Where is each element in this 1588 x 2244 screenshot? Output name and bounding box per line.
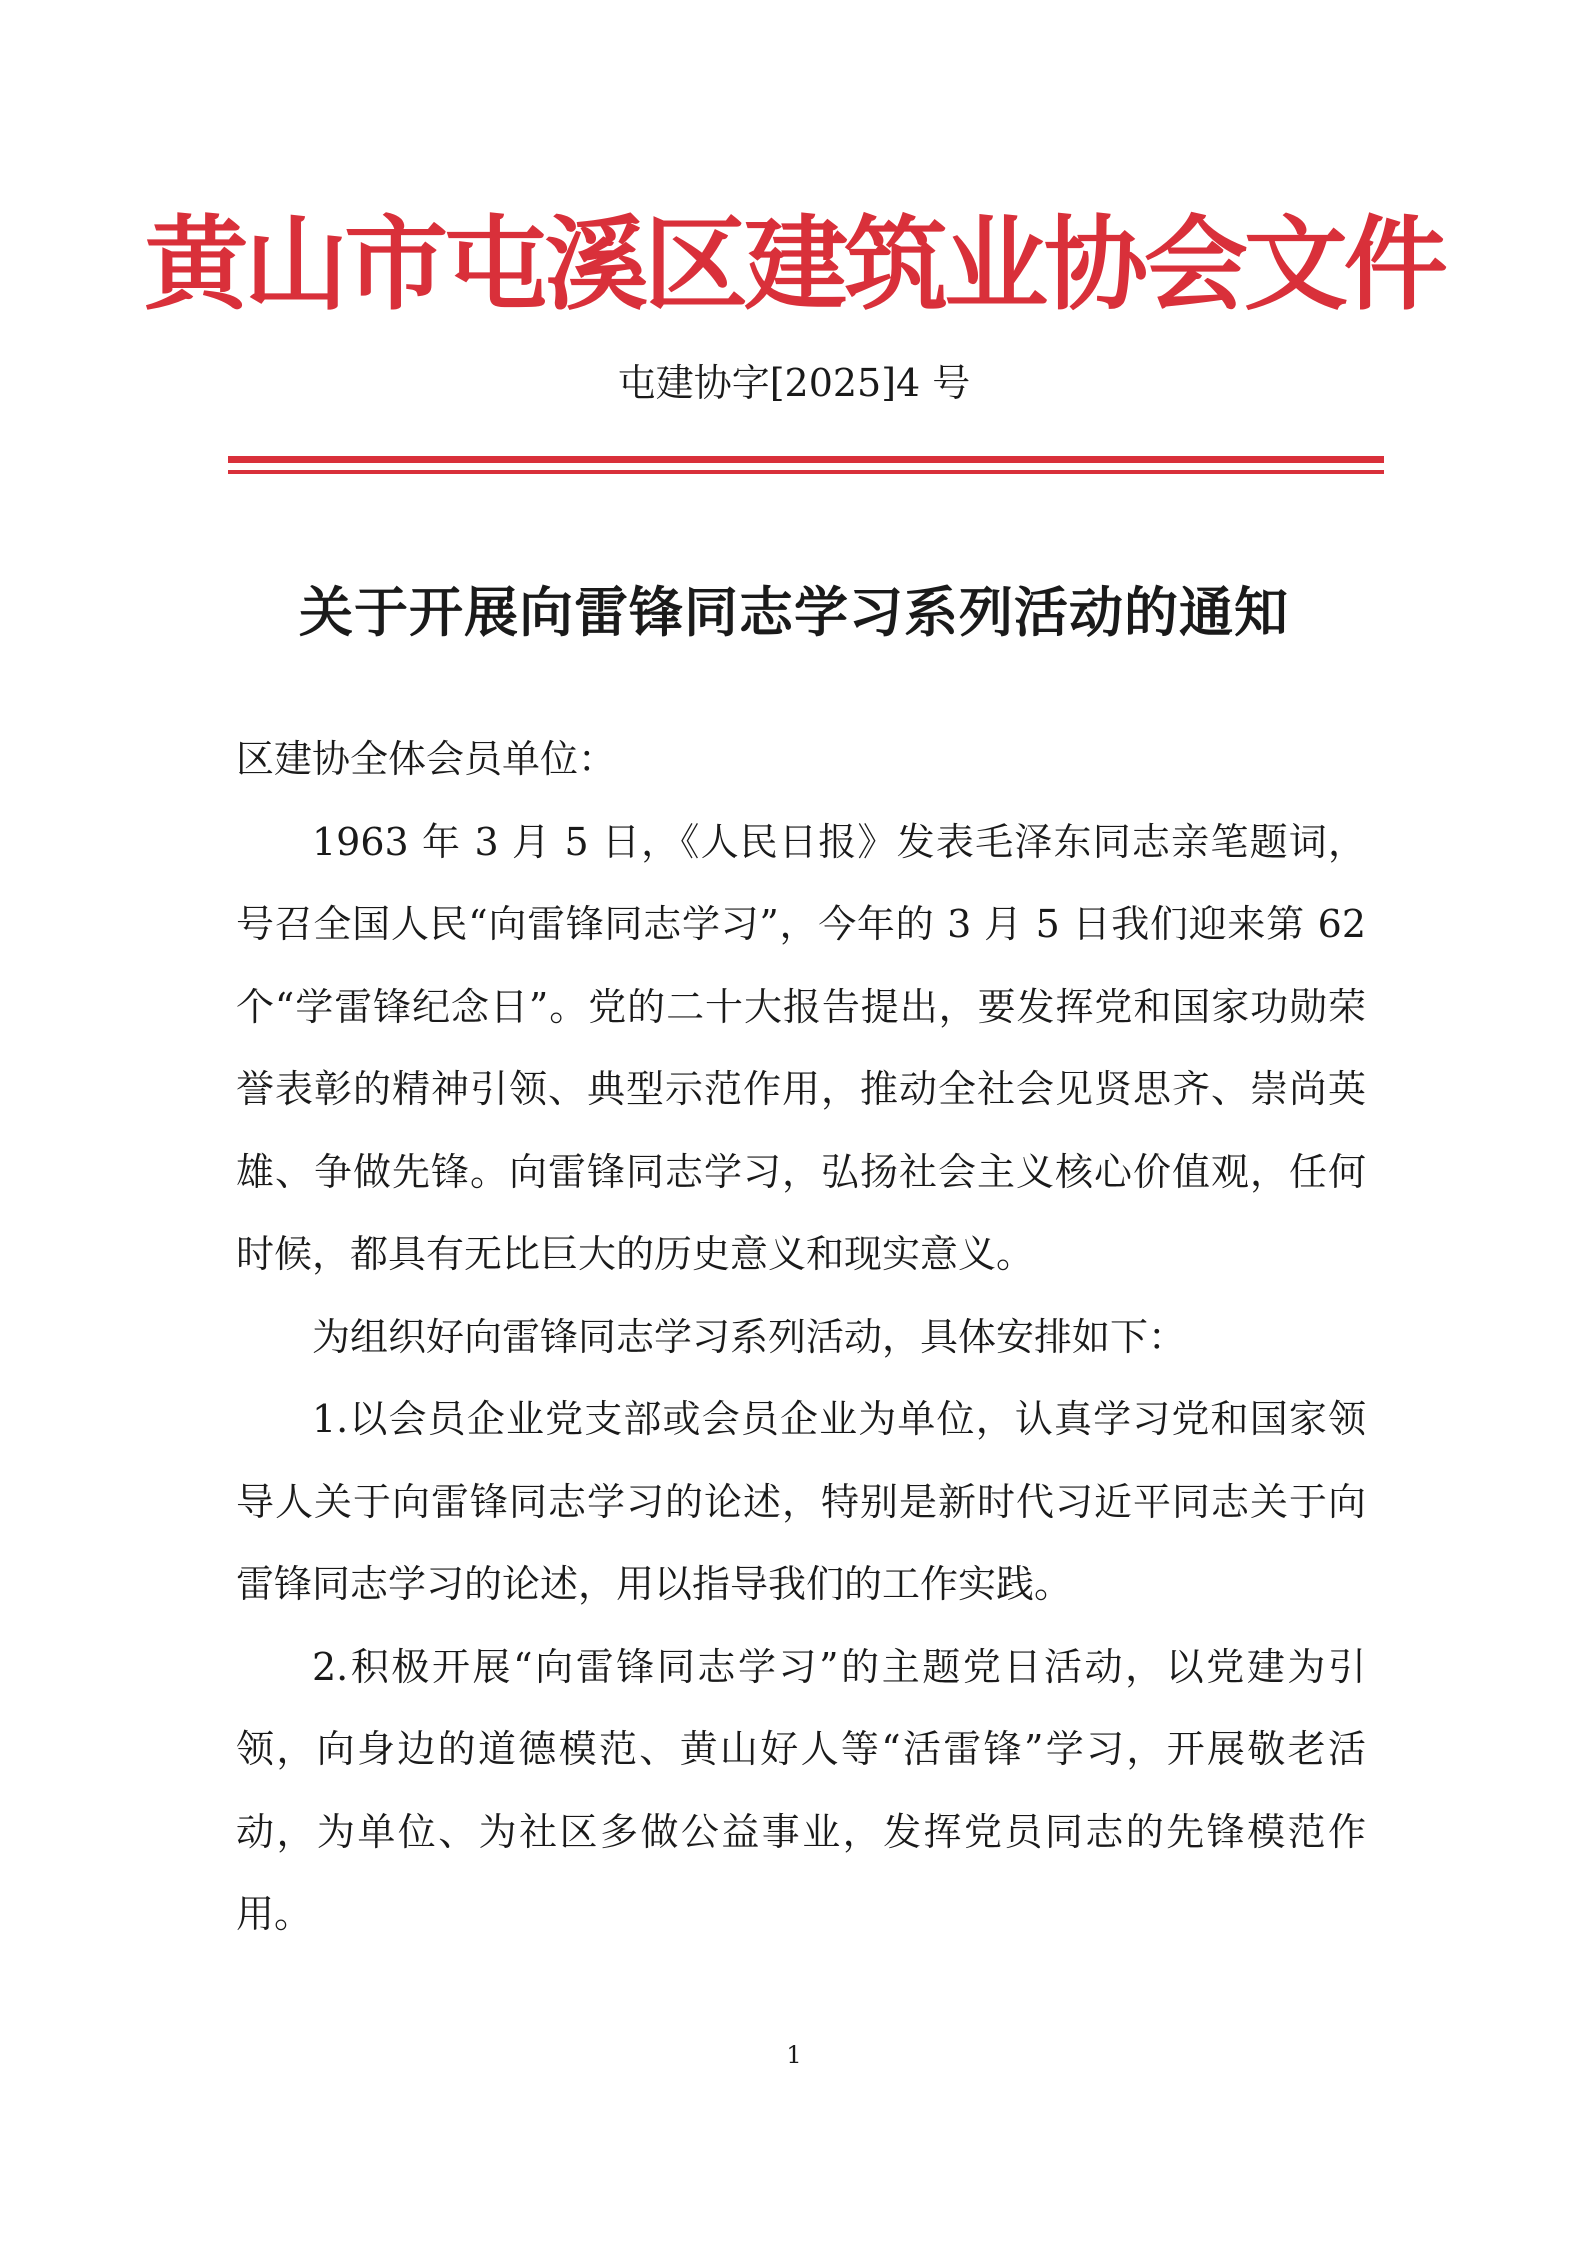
red-separator-thick <box>228 456 1384 463</box>
red-separator-thin <box>228 470 1384 474</box>
salutation: 区建协全体会员单位： <box>236 737 617 781</box>
paragraph: 1.以会员企业党支部或会员企业为单位，认真学习党和国家领导人关于向雷锋同志学习的论述，特别是新时代习近平同志关于向雷锋同志学习的论述，用以指导我们的工作实践。 <box>236 1397 1366 1606</box>
page-number: 1 <box>786 2041 802 2069</box>
paragraph: 为组织好向雷锋同志学习系列活动，具体安排如下： <box>312 1314 1187 1359</box>
document-number: 屯建协字[2025]4 号 <box>617 361 971 405</box>
masthead-title: 黄山市屯溪区建筑业协会文件 <box>144 205 1444 325</box>
document-title: 关于开展向雷锋同志学习系列活动的通知 <box>299 580 1289 644</box>
document-body <box>236 718 1366 1956</box>
paragraph: 1963 年 3 月 5 日，《人民日报》发表毛泽东同志亲笔题词，号召全国人民“向雷锋同志学习”，今年的 3 月 5 日我们迎来第 62 个“学雷锋纪念日”。党的二十大报告提出，要发挥党和国家功勋荣誉表彰的精神引领、典型示范作用，推动全社会见贤思齐、崇尚英雄、争做先锋。向雷锋同志学习，弘扬社会主义核心价值观，任何时候，都具有无比巨大的历史意义和现实意义。 <box>236 819 1366 1276</box>
paragraph: 2.积极开展“向雷锋同志学习”的主题党日活动，以党建为引领，向身边的道德模范、黄山好人等“活雷锋”学习，开展敬老活动，为单位、为社区多做公益事业，发挥党员同志的先锋模范作用。 <box>236 1644 1366 1936</box>
